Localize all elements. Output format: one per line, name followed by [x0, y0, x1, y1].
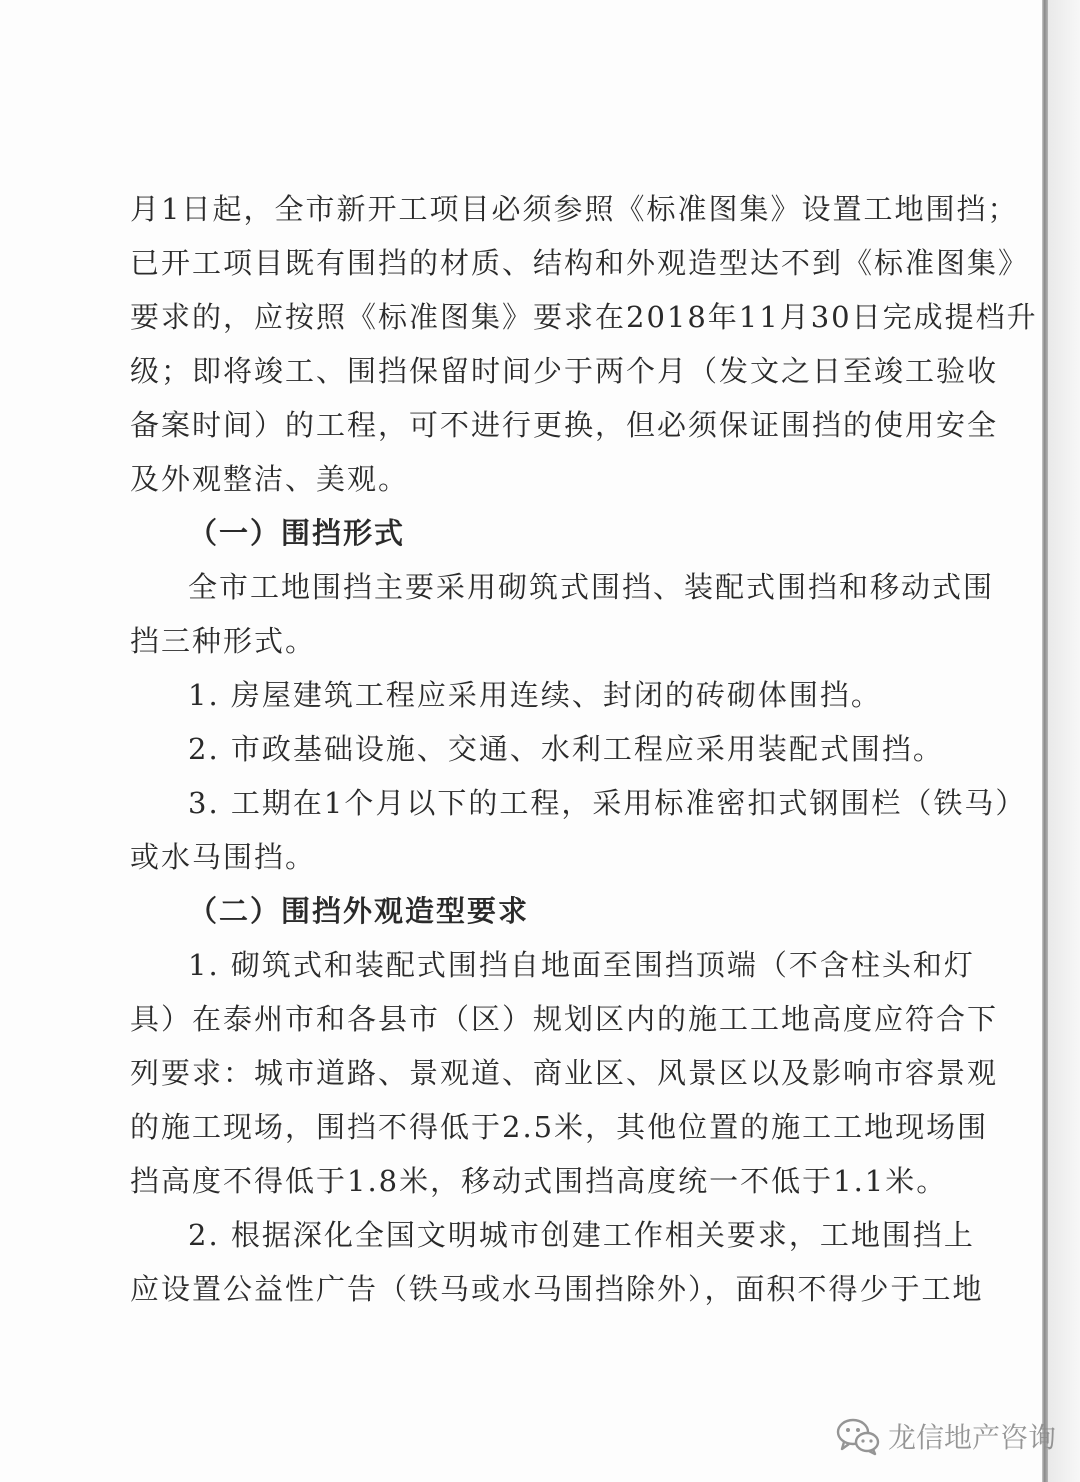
list-item: 3. 工期在1个月以下的工程，采用标准密扣式钢围栏（铁马）	[188, 786, 1027, 820]
watermark	[836, 1414, 1056, 1458]
wechat-icon	[836, 1416, 880, 1456]
text-line: 挡三种形式。	[130, 624, 317, 658]
list-item: 2. 根据深化全国文明城市创建工作相关要求，工地围挡上	[188, 1218, 975, 1252]
watermark-text: 龙信地产咨询	[888, 1421, 1057, 1454]
section-heading: （一）围挡形式	[188, 516, 406, 550]
text-line: 或水马围挡。	[130, 840, 317, 874]
text-line: 及外观整洁、美观。	[130, 462, 410, 496]
page-edge-margin	[1048, 0, 1080, 1482]
text-line: 备案时间）的工程，可不进行更换，但必须保证围挡的使用安全	[130, 408, 999, 442]
text-line: 具）在泰州市和各县市（区）规划区内的施工工地高度应符合下	[130, 1002, 999, 1036]
text-line: 月1日起，全市新开工项目必须参照《标准图集》设置工地围挡；	[130, 192, 1019, 226]
text-line: 挡高度不得低于1.8米，移动式围挡高度统一不低于1.1米。	[130, 1164, 948, 1198]
text-line: 要求的，应按照《标准图集》要求在2018年11月30日完成提档升	[130, 300, 1038, 334]
list-item: 2. 市政基础设施、交通、水利工程应采用装配式围挡。	[188, 732, 944, 766]
text-line: 全市工地围挡主要采用砌筑式围挡、装配式围挡和移动式围	[188, 570, 995, 604]
text-line: 的施工现场，围挡不得低于2.5米，其他位置的施工工地现场围	[130, 1110, 989, 1144]
list-item: 1. 砌筑式和装配式围挡自地面至围挡顶端（不含柱头和灯	[188, 948, 975, 982]
list-item: 1. 房屋建筑工程应采用连续、封闭的砖砌体围挡。	[188, 678, 882, 712]
text-line: 列要求：城市道路、景观道、商业区、风景区以及影响市容景观	[130, 1056, 999, 1090]
document-body	[130, 182, 1038, 1316]
section-heading: （二）围挡外观造型要求	[188, 894, 530, 928]
text-line: 已开工项目既有围挡的材质、结构和外观造型达不到《标准图集》	[130, 246, 1030, 280]
text-line: 应设置公益性广告（铁马或水马围挡除外），面积不得少于工地	[130, 1272, 984, 1306]
text-line: 级；即将竣工、围挡保留时间少于两个月（发文之日至竣工验收	[130, 354, 999, 388]
